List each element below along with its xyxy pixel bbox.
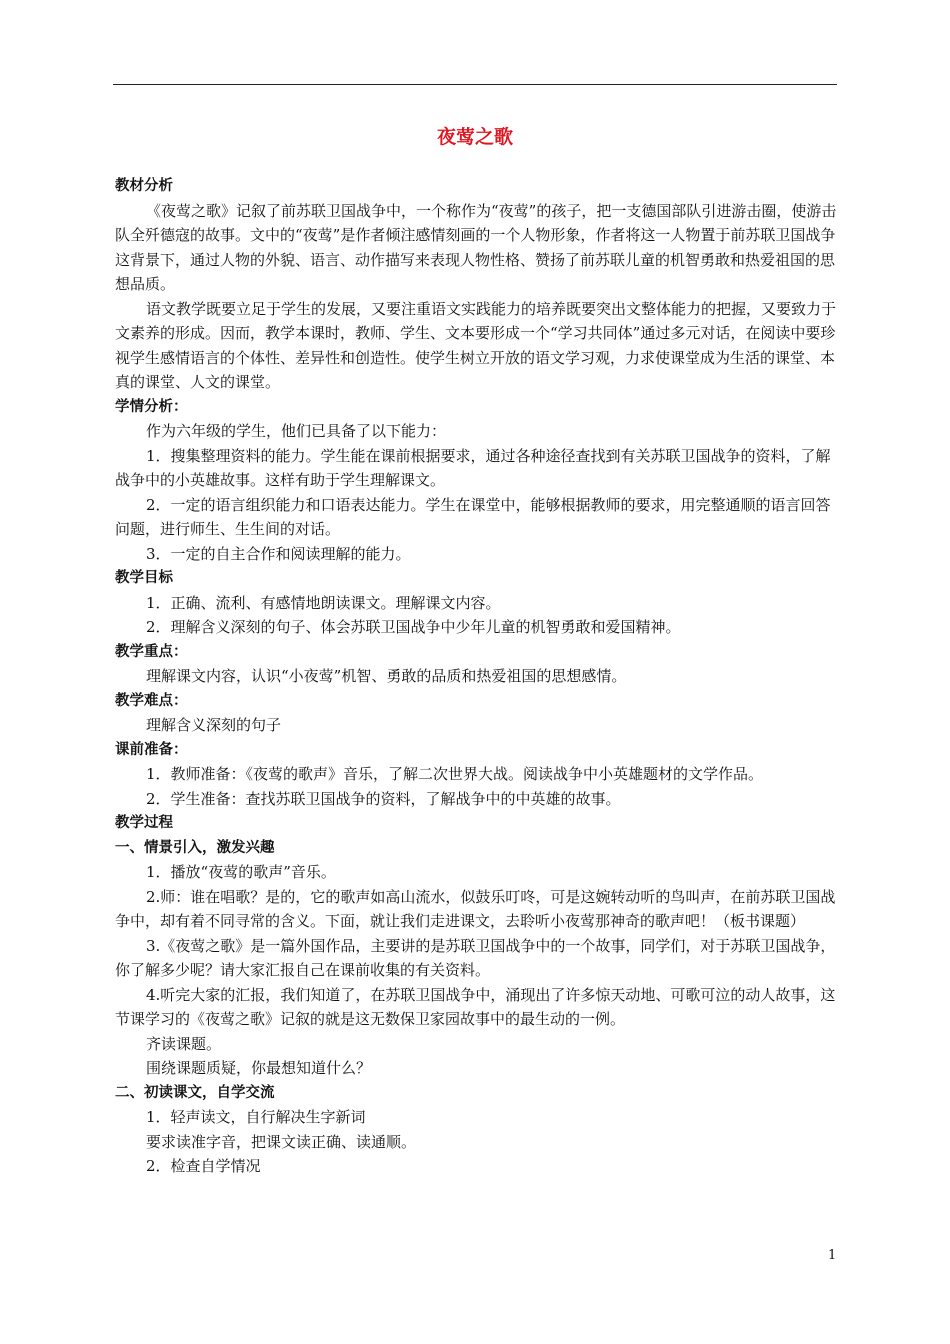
- header-rule: [113, 84, 837, 85]
- list-item: 2．学生准备：查找苏联卫国战争的资料，了解战争中的中英雄的故事。: [146, 789, 621, 808]
- list-item: 4.听完大家的汇报，我们知道了，在苏联卫国战争中，涌现出了许多惊天动地、可歌可泣的动人故事，这节课学习的《夜莺之歌》记叙的就是这无数保卫家园故事中的最生动的一例。: [115, 985, 836, 1028]
- document-body: [115, 174, 837, 1179]
- paragraph: 要求读准字音，把课文读正确、读通顺。: [146, 1132, 417, 1151]
- list-item: 1．播放“夜莺的歌声”音乐。: [146, 863, 336, 881]
- heading-key-points: 教学重点：: [115, 643, 188, 660]
- list-item: 1．正确、流利、有感情地朗读课文。理解课文内容。: [146, 593, 501, 612]
- paragraph: 语文教学既要立足于学生的发展，又要注重语文实践能力的培养既要突出文整体能力的把握，又要致力于文素养的形成。因而，教学本课时，教师、学生、文本要形成一个“学习共同体”通过多元对话，在阅读中要珍视学生感情语言的个体性、差异性和创造性。使学生树立开放的语文学习观，力求使课堂成为生活的课堂、本真的课堂、人文的课堂。: [115, 299, 837, 391]
- list-item: 3.《夜莺之歌》是一篇外国作品，主要讲的是苏联卫国战争中的一个故事，同学们，对于苏联卫国战争，你了解多少呢？请大家汇报自己在课前收集的有关资料。: [115, 936, 836, 979]
- page-title: 夜莺之歌: [436, 126, 513, 148]
- paragraph: 理解含义深刻的句子: [146, 716, 282, 734]
- paragraph: 齐读课题。: [146, 1034, 222, 1053]
- paragraph: 围绕课题质疑，你最想知道什么？: [146, 1059, 372, 1077]
- heading-teaching-goals: 教学目标: [115, 570, 173, 586]
- list-item: 2．检查自学情况: [146, 1157, 261, 1175]
- subheading-part-one: 一、情景引入，激发兴趣: [115, 839, 275, 856]
- list-item: 2．一定的语言组织能力和口语表达能力。学生在课堂中，能够根据教师的要求，用完整通顺的语言回答问题，进行师生、生生间的对话。: [115, 495, 831, 538]
- list-item: 1．轻声读文，自行解决生字新词: [146, 1108, 366, 1126]
- list-item: 3．一定的自主合作和阅读理解的能力。: [146, 544, 411, 563]
- paragraph: 《夜莺之歌》记叙了前苏联卫国战争中，一个称作为“夜莺”的孩子，把一支德国部队引进游击圈，使游击队全歼德寇的故事。文中的“夜莺”是作者倾注感情刻画的一个人物形象，作者将这一人物置于前苏联卫国战争这背景下，通过人物的外貌、语言、动作描写来表现人物性格、赞扬了前苏联儿童的机智勇敢和热爱祖国的思想品质。: [115, 201, 837, 293]
- paragraph: 理解课文内容，认识“小夜莺”机智、勇敢的品质和热爱祖国的思想感情。: [146, 667, 627, 685]
- list-item: 2．理解含义深刻的句子、体会苏联卫国战争中少年儿童的机智勇敢和爱国精神。: [146, 618, 681, 636]
- list-item: 1．搜集整理资料的能力。学生能在课前根据要求，通过各种途径查找到有关苏联卫国战争的资料，了解战争中的小英雄故事。这样有助于学生理解课文。: [115, 446, 831, 489]
- heading-material-analysis: 教材分析: [115, 178, 173, 194]
- list-item: 2.师：谁在唱歌？是的，它的歌声如高山流水，似鼓乐叮咚，可是这婉转动听的鸟叫声，在前苏联卫国战争中，却有着不同寻常的含义。下面，就让我们走进课文，去聆听小夜莺那神奇的歌声吧！（板书课题）: [115, 887, 836, 930]
- subheading-part-two: 二、初读课文，自学交流: [115, 1084, 275, 1101]
- heading-student-analysis: 学情分析：: [115, 398, 188, 415]
- paragraph: 作为六年级的学生，他们已具备了以下能力：: [146, 422, 447, 440]
- heading-teaching-process: 教学过程: [115, 815, 173, 831]
- heading-preparation: 课前准备：: [115, 741, 188, 758]
- page-number: 1: [828, 1248, 837, 1263]
- heading-difficulties: 教学难点：: [115, 692, 188, 709]
- list-item: 1．教师准备：《夜莺的歌声》音乐，了解二次世界大战。阅读战争中小英雄题材的文学作品。: [146, 765, 764, 783]
